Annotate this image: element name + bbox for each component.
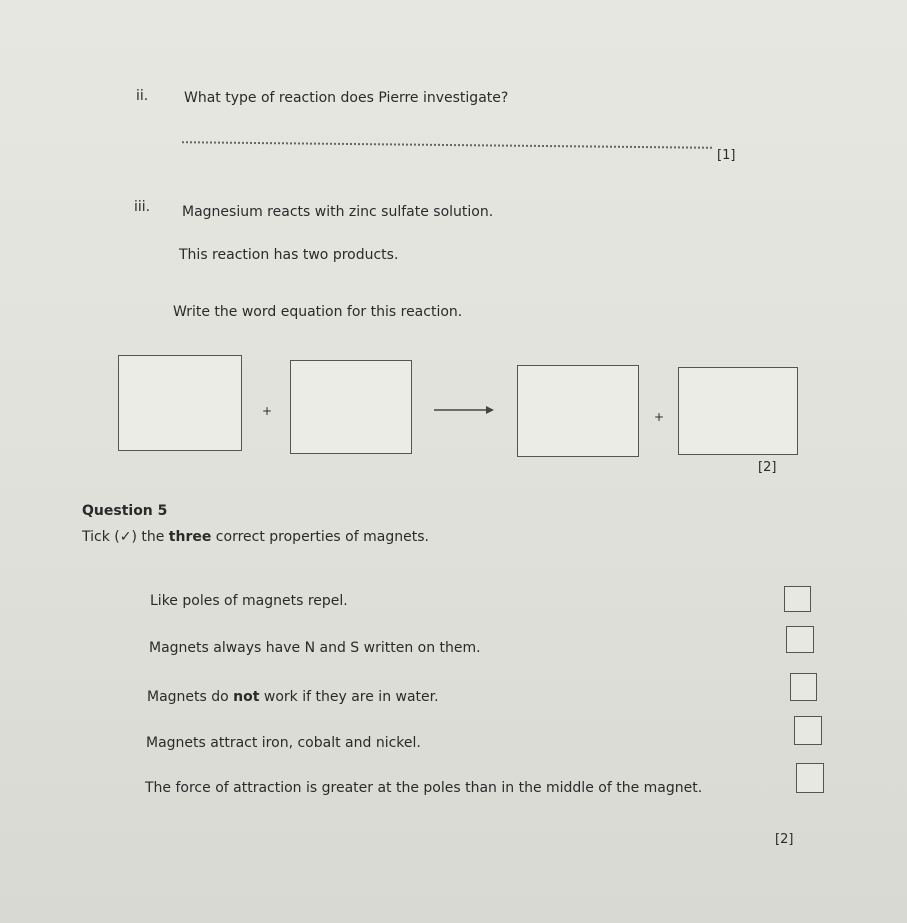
question-5-mark: [2] [775, 832, 794, 847]
magnet-statement-5: The force of attraction is greater at the poles than in the middle of the magnet. [145, 780, 703, 796]
plus-sign-2: + [654, 410, 665, 424]
question-iii-line3: Write the word equation for this reaction. [173, 304, 463, 320]
question-5-title: Question 5 [82, 503, 168, 519]
question-ii-text: What type of reaction does Pierre investigate? [184, 90, 509, 106]
question-ii-number: ii. [136, 88, 149, 104]
statement-3-emphasis: not [233, 689, 260, 705]
product-box-2[interactable] [678, 367, 798, 455]
statement-3-end: work if they are in water. [259, 689, 439, 705]
tick-box-1[interactable] [784, 586, 811, 612]
question-iii-mark: [2] [758, 460, 777, 475]
question-iii-line2: This reaction has two products. [179, 247, 399, 263]
instruction-emphasis: three [168, 529, 212, 545]
tick-box-2[interactable] [786, 626, 814, 653]
reactant-box-2[interactable] [290, 360, 412, 454]
question-ii-mark: [1] [717, 148, 736, 163]
magnet-statement-2: Magnets always have N and S written on them. [149, 640, 481, 656]
question-iii-number: iii. [134, 199, 151, 215]
tick-box-3[interactable] [790, 673, 817, 701]
question-iii-line1: Magnesium reacts with zinc sulfate solution. [182, 204, 494, 220]
tick-box-4[interactable] [794, 716, 822, 745]
instruction-end: correct properties of magnets. [211, 529, 429, 545]
question-5-instruction [82, 529, 429, 545]
instruction-start: Tick (✓) the [82, 529, 169, 545]
tick-box-5[interactable] [796, 763, 824, 793]
plus-sign-1: + [262, 404, 273, 418]
magnet-statement-1: Like poles of magnets repel. [150, 593, 348, 609]
magnet-statement-3 [147, 689, 439, 705]
product-box-1[interactable] [517, 365, 639, 457]
answer-line[interactable] [182, 141, 712, 149]
statement-3-start: Magnets do [147, 689, 234, 705]
reactant-box-1[interactable] [118, 355, 242, 451]
magnet-statement-4: Magnets attract iron, cobalt and nickel. [146, 735, 421, 751]
reaction-arrow [432, 403, 496, 417]
